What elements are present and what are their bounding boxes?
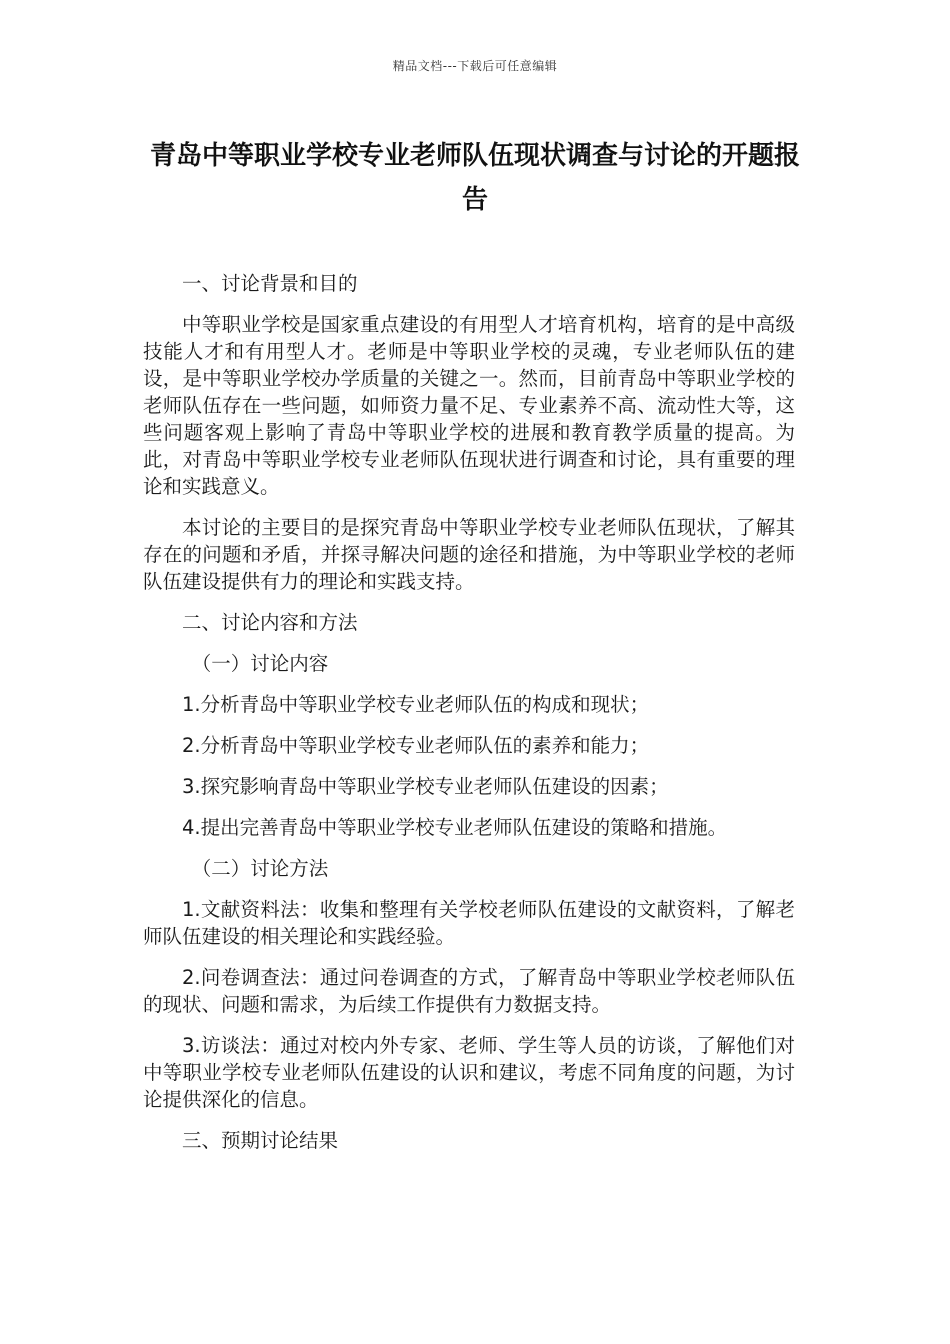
method-item: 1.文献资料法：收集和整理有关学校老师队伍建设的文献资料，了解老师队伍建设的相关理论和实践经验。 <box>143 898 795 948</box>
purpose-paragraph: 本讨论的主要目的是探究青岛中等职业学校专业老师队伍现状，了解其存在的问题和矛盾，并探寻解决问题的途径和措施，为中等职业学校的老师队伍建设提供有力的理论和实践支持。 <box>143 516 795 593</box>
content-item: 1.分析青岛中等职业学校专业老师队伍的构成和现状； <box>182 693 650 716</box>
section-heading-2: 二、讨论内容和方法 <box>182 611 358 634</box>
document-title: 青岛中等职业学校专业老师队伍现状调查与讨论的开题报告 <box>149 141 800 215</box>
subheading-content: （一）讨论内容 <box>191 652 329 675</box>
content-item: 4.提出完善青岛中等职业学校专业老师队伍建设的策略和措施。 <box>182 816 728 839</box>
background-paragraph: 中等职业学校是国家重点建设的有用型人才培育机构，培育的是中高级技能人才和有用型人才。老师是中等职业学校的灵魂，专业老师队伍的建设，是中等职业学校办学质量的关键之一。然而，目前青岛中等职业学校的老师队伍存在一些问题，如师资力量不足、专业素养不高、流动性大等，这些问题客观上影响了青岛中等职业学校的进展和教育教学质量的提高。为此，对青岛中等职业学校专业老师队伍现状进行调查和讨论，具有重要的理论和实践意义。 <box>143 313 795 498</box>
content-item: 3.探究影响青岛中等职业学校专业老师队伍建设的因素； <box>182 775 669 798</box>
method-item: 2.问卷调查法：通过问卷调查的方式，了解青岛中等职业学校老师队伍的现状、问题和需求，为后续工作提供有力数据支持。 <box>143 966 795 1016</box>
subheading-method: （二）讨论方法 <box>191 857 329 880</box>
header-note: 精品文档---下载后可任意编辑 <box>392 59 558 73</box>
content-item: 2.分析青岛中等职业学校专业老师队伍的素养和能力； <box>182 734 650 757</box>
section-heading-3: 三、预期讨论结果 <box>182 1129 339 1152</box>
section-heading-1: 一、讨论背景和目的 <box>182 272 358 295</box>
method-item: 3.访谈法：通过对校内外专家、老师、学生等人员的访谈，了解他们对中等职业学校专业老师队伍建设的认识和建议，考虑不同角度的问题，为讨论提供深化的信息。 <box>143 1034 795 1111</box>
document-body <box>143 270 795 1168</box>
